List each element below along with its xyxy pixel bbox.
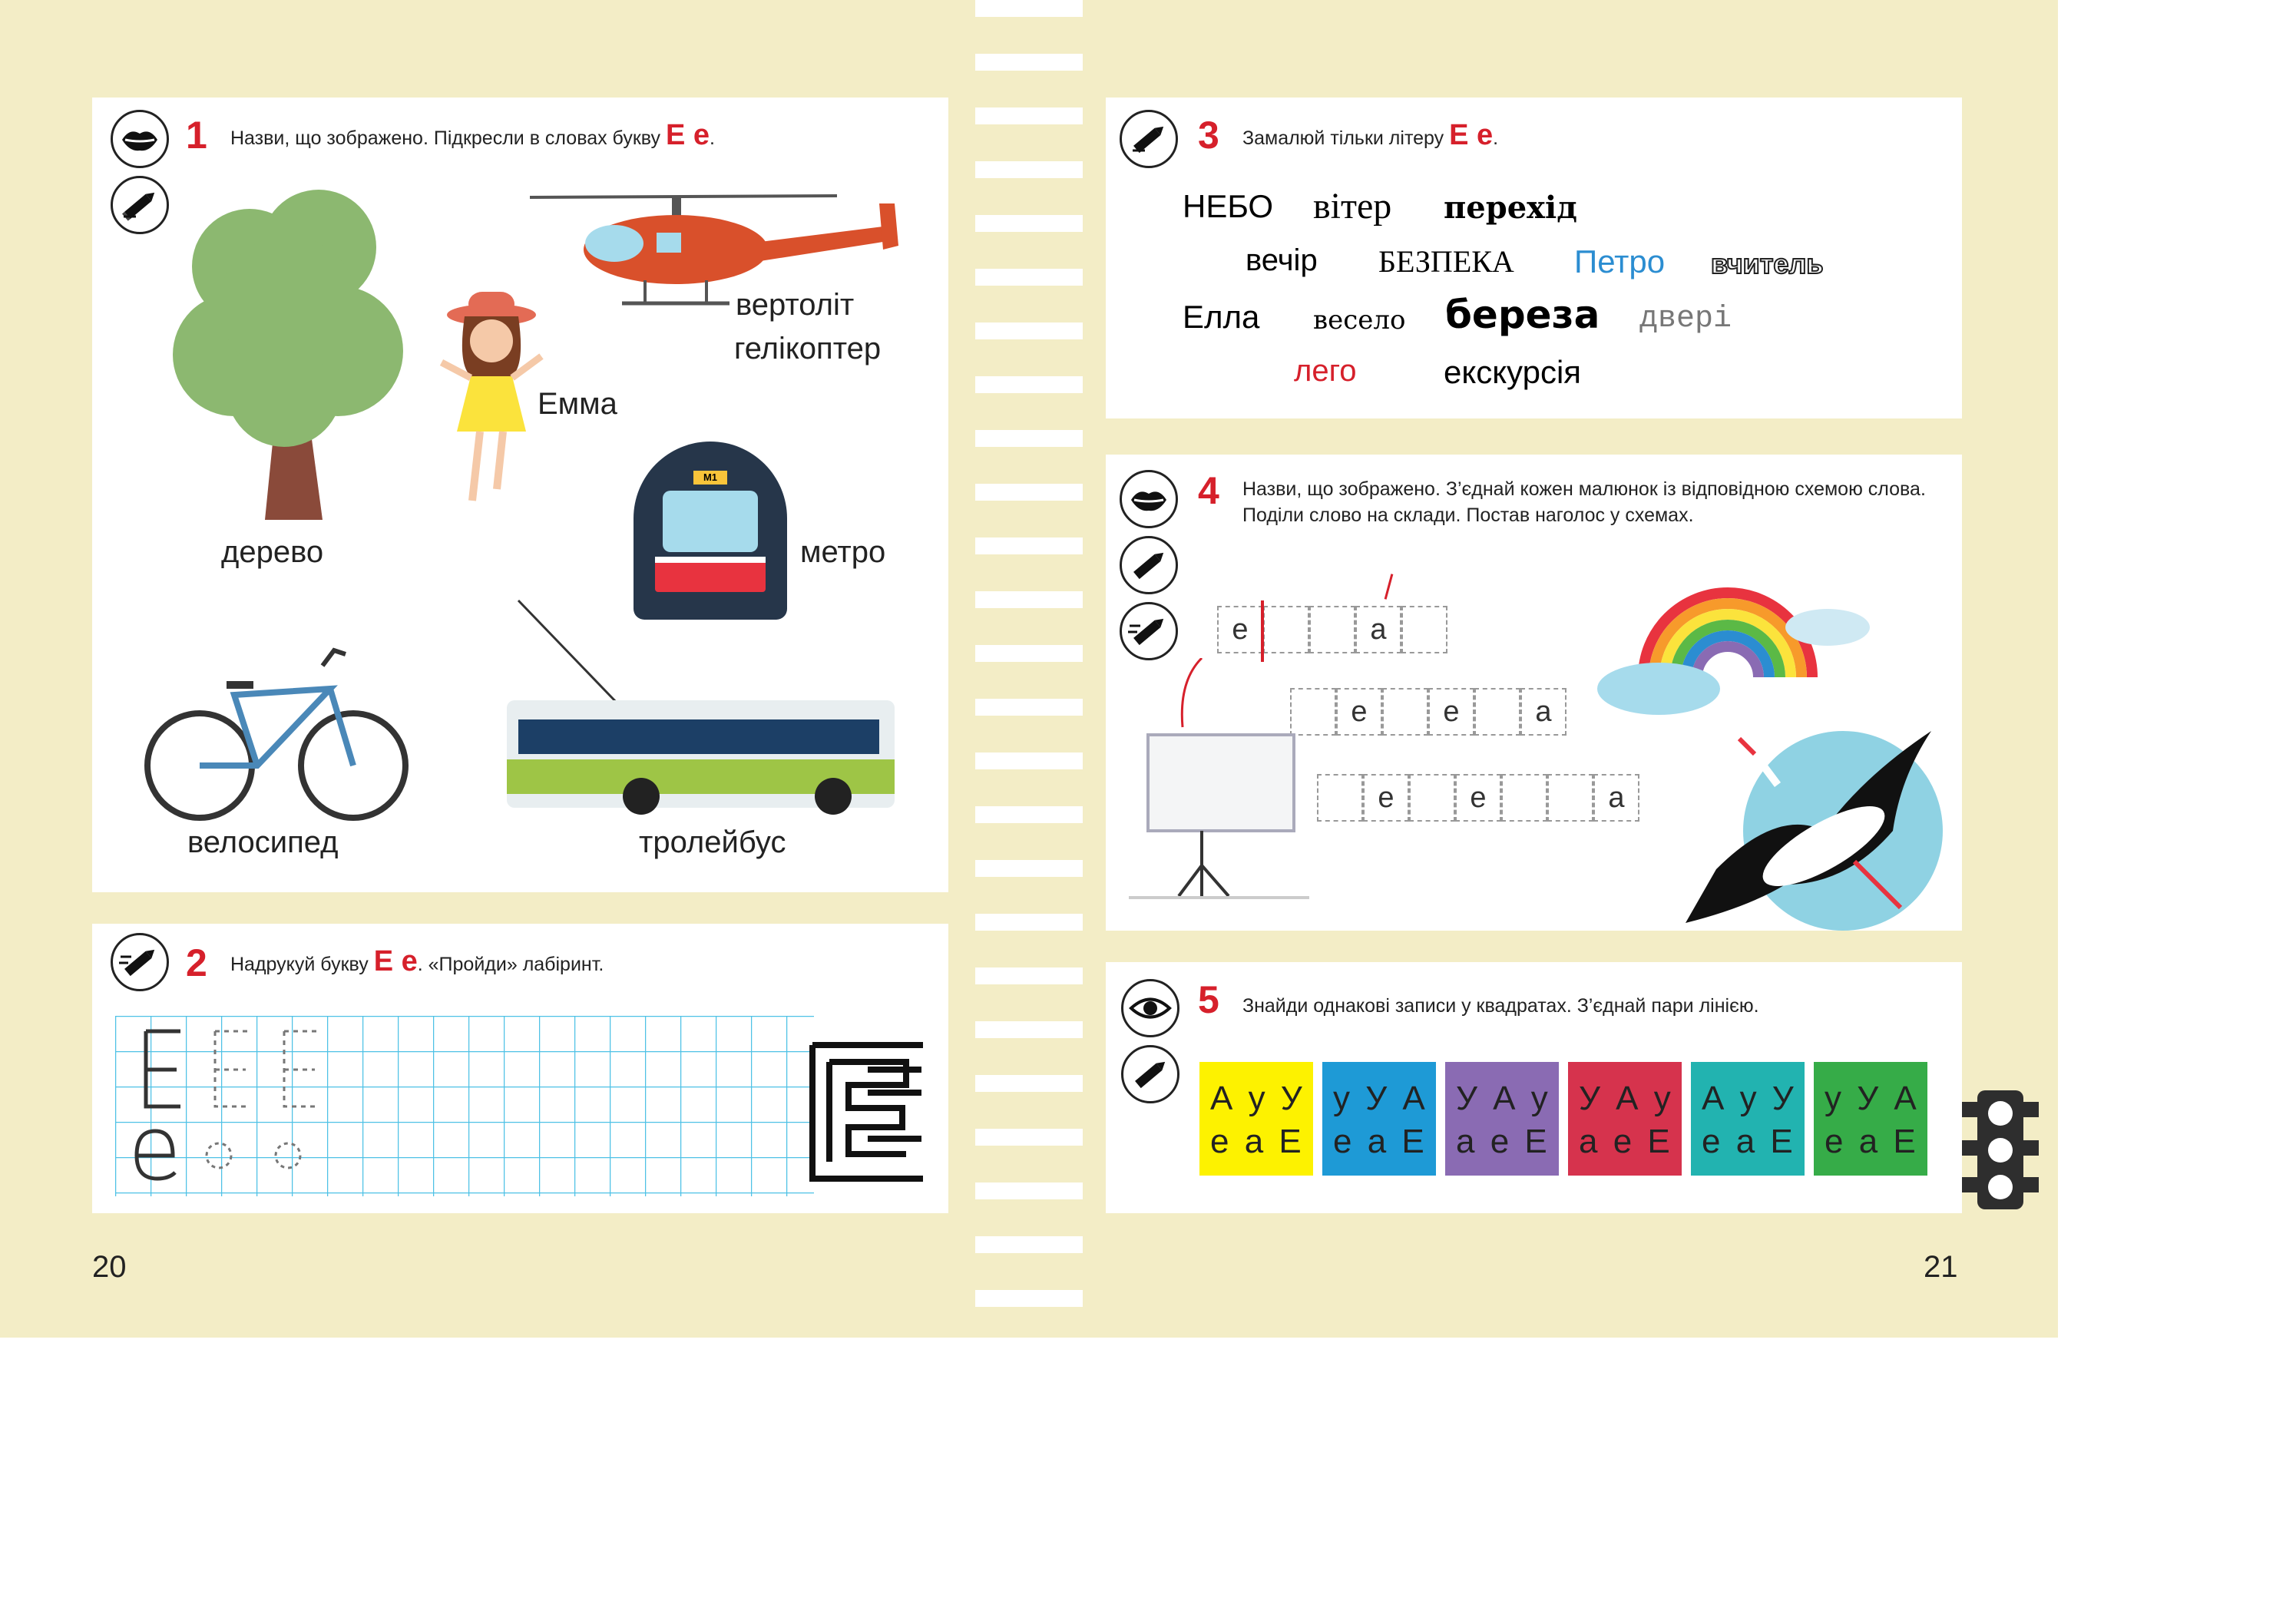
task-instruction: Назви, що зображено. З’єднай кожен малюнок із відповідною схемою слова. Поділи слово на склади. Постав наголос у схемах.: [1242, 478, 1926, 526]
word-ekskursiia: екскурсія: [1444, 354, 1582, 390]
word-vchytel: вчитель: [1711, 248, 1824, 279]
letter-tile: У А у а е Е: [1568, 1062, 1682, 1176]
stork-image: [1670, 654, 1954, 931]
traffic-light-icon: [1958, 1087, 2043, 1213]
task-4-panel: 4 Назви, що зображено. З’єднай кожен малюнок із відповідною схемою слова. Поділи слово на склади. Постав наголос у схемах. е а е е а е е а: [1106, 455, 1962, 931]
task-instruction: Знайди однакові записи у квадратах. З’єднай пари лінією.: [1242, 995, 1759, 1017]
eye-icon: [1121, 979, 1179, 1037]
pencil-icon: [111, 933, 169, 991]
word-perekhid: перехід: [1444, 190, 1577, 226]
pencil-icon: [1120, 110, 1178, 168]
task-number: 4: [1198, 469, 1219, 512]
label-emma: Емма: [538, 387, 617, 421]
task-number: 1: [186, 114, 207, 157]
task-number: 3: [1198, 114, 1219, 157]
label-vertolit: вертоліт: [736, 288, 855, 322]
maze-image: [806, 1039, 929, 1185]
pencil-icon: [1121, 1045, 1179, 1103]
pencil-icon: [111, 176, 169, 234]
task-3-panel: [1106, 98, 1962, 418]
helicopter-image: [530, 188, 921, 311]
letter-tile: у У А е а Е: [1322, 1062, 1436, 1176]
whiteboard-image: [1125, 658, 1309, 919]
pencil-icon: [1120, 536, 1178, 594]
letter-tile: У А у а е Е: [1445, 1062, 1559, 1176]
task-instruction: Назви, що зображено. Підкресли в словах букву Е е.: [230, 119, 715, 151]
label-velosyped: велосипед: [187, 825, 339, 859]
task-instruction: Надрукуй букву Е е. «Пройди» лабіринт.: [230, 945, 604, 977]
word-nebo: НЕБО: [1183, 188, 1274, 224]
word-bereza: береза: [1445, 293, 1600, 337]
mouth-icon: [1120, 470, 1178, 528]
crosswalk-spine: [975, 0, 1083, 1338]
label-derevo: дерево: [221, 535, 324, 569]
word-leho: лего: [1294, 354, 1357, 388]
letter-tile: А у У е а Е: [1199, 1062, 1313, 1176]
trolleybus-image: [503, 589, 902, 819]
word-vechir: вечір: [1246, 243, 1318, 277]
task-number: 5: [1198, 978, 1219, 1021]
label-troleibus: тролейбус: [639, 825, 786, 859]
tree-image: [169, 174, 415, 535]
word-ella: Елла: [1183, 299, 1260, 335]
word-dveri: двері: [1639, 302, 1732, 336]
letter-tile: у У А е а Е: [1814, 1062, 1927, 1176]
task-5-panel: [1106, 962, 1962, 1213]
mouth-icon: [111, 110, 169, 168]
task-instruction: Замалюй тільки літеру Е е.: [1242, 119, 1499, 151]
page-number-left: 20: [92, 1250, 127, 1284]
word-veselo: весело: [1313, 305, 1406, 336]
word-petro: Петро: [1574, 243, 1666, 279]
pencil-icon: [1120, 602, 1178, 660]
bicycle-image: [138, 643, 430, 827]
writing-grid: [115, 1016, 814, 1196]
task-number: 2: [186, 941, 207, 984]
task-1-panel: [92, 98, 948, 892]
label-helikopter: гелікоптер: [734, 332, 882, 365]
word-viter: вітер: [1313, 186, 1392, 227]
page-number-right: 21: [1924, 1250, 1958, 1284]
word-bezpeka: БЕЗПЕКА: [1378, 244, 1514, 279]
metro-sign: M1: [693, 471, 727, 485]
label-metro: метро: [800, 535, 886, 569]
letter-tile: А у У е а Е: [1691, 1062, 1805, 1176]
task-2-panel: [92, 924, 948, 1213]
